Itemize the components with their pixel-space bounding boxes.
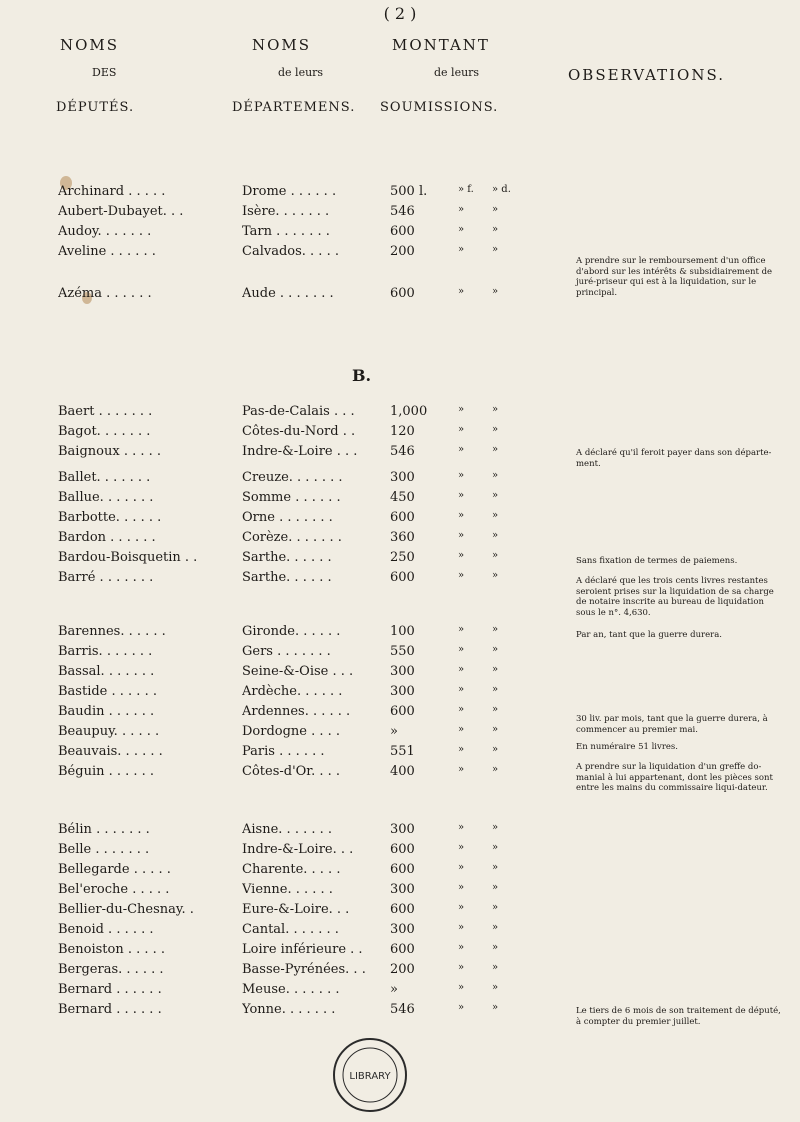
observation-note: En numéraire 51 livres. <box>576 742 678 752</box>
col2-header-main: DÉPARTEMENS. <box>232 100 356 115</box>
sous-value: » f. <box>458 184 474 195</box>
submission-amount: » <box>390 724 398 739</box>
department-name: Somme . . . . . . <box>242 490 341 505</box>
table-row <box>0 684 800 704</box>
sous-value: » <box>458 470 465 481</box>
department-name: Corèze. . . . . . . <box>242 530 342 545</box>
deputy-name: Aveline . . . . . . <box>58 244 156 259</box>
submission-amount: 600 <box>390 942 415 957</box>
submission-amount: 500 l. <box>390 184 428 199</box>
table-row <box>0 644 800 664</box>
department-name: Indre-&-Loire. . . <box>242 842 354 857</box>
sous-value: » <box>458 724 465 735</box>
sous-value: » <box>458 922 465 933</box>
department-name: Gers . . . . . . . <box>242 644 331 659</box>
table-row <box>0 922 800 942</box>
deputy-name: Barris. . . . . . . <box>58 644 153 659</box>
table-row <box>0 184 800 204</box>
sous-value: » <box>458 764 465 775</box>
deniers-value: » <box>492 704 499 715</box>
department-name: Aude . . . . . . . <box>242 286 334 301</box>
deniers-value: » <box>492 922 499 933</box>
sous-value: » <box>458 862 465 873</box>
deniers-value: » <box>492 962 499 973</box>
observation-note: 30 liv. par mois, tant que la guerre durera, à commencer au premier mai. <box>576 714 768 735</box>
department-name: Creuze. . . . . . . <box>242 470 343 485</box>
library-stamp <box>330 1035 410 1115</box>
deniers-value: » <box>492 902 499 913</box>
department-name: Orne . . . . . . . <box>242 510 333 525</box>
department-name: Tarn . . . . . . . <box>242 224 330 239</box>
col1-header-title: NOMS <box>60 36 120 54</box>
observation-note: Par an, tant que la guerre durera. <box>576 630 722 640</box>
deniers-value: » <box>492 470 499 481</box>
submission-amount: 450 <box>390 490 415 505</box>
col2-header-sub: de leurs <box>278 66 324 79</box>
submission-amount: 360 <box>390 530 415 545</box>
deniers-value: » <box>492 1002 499 1013</box>
col2-header-title: NOMS <box>252 36 312 54</box>
deniers-value: » <box>492 744 499 755</box>
deputy-name: Barré . . . . . . . <box>58 570 154 585</box>
deniers-value: » <box>492 664 499 675</box>
table-row <box>0 470 800 490</box>
sous-value: » <box>458 822 465 833</box>
deputy-name: Archinard . . . . . <box>58 184 166 199</box>
deniers-value: » <box>492 286 499 297</box>
department-name: Meuse. . . . . . . <box>242 982 340 997</box>
deputy-name: Bergeras. . . . . . <box>58 962 164 977</box>
deniers-value: » <box>492 224 499 235</box>
deputy-name: Ballue. . . . . . . <box>58 490 154 505</box>
sous-value: » <box>458 664 465 675</box>
sous-value: » <box>458 704 465 715</box>
submission-amount: 100 <box>390 624 415 639</box>
department-name: Charente. . . . . <box>242 862 341 877</box>
submission-amount: 546 <box>390 204 415 219</box>
submission-amount: 600 <box>390 224 415 239</box>
department-name: Seine-&-Oise . . . <box>242 664 354 679</box>
department-name: Basse-Pyrénées. . . <box>242 962 366 977</box>
observation-note: A déclaré qu'il feroit payer dans son départe-ment. <box>576 448 772 469</box>
deputy-name: Bellier-du-Chesnay. . <box>58 902 194 917</box>
section-letter: B. <box>352 366 372 385</box>
department-name: Isère. . . . . . . <box>242 204 330 219</box>
deputy-name: Bassal. . . . . . . <box>58 664 155 679</box>
table-row <box>0 862 800 882</box>
observation-note: Sans fixation de termes de paiemens. <box>576 556 738 566</box>
deniers-value: » <box>492 684 499 695</box>
department-name: Drome . . . . . . <box>242 184 337 199</box>
deputy-name: Bastide . . . . . . <box>58 684 157 699</box>
col3-header-title: MONTANT <box>392 36 490 54</box>
department-name: Cantal. . . . . . . <box>242 922 339 937</box>
department-name: Indre-&-Loire . . . <box>242 444 358 459</box>
deputy-name: Beaupuy. . . . . . <box>58 724 160 739</box>
department-name: Paris . . . . . . <box>242 744 325 759</box>
deputy-name: Bélin . . . . . . . <box>58 822 150 837</box>
submission-amount: 300 <box>390 664 415 679</box>
deniers-value: » <box>492 510 499 521</box>
deputy-name: Bernard . . . . . . <box>58 1002 162 1017</box>
stamp-label: LIBRARY <box>349 1071 391 1082</box>
sous-value: » <box>458 224 465 235</box>
sous-value: » <box>458 624 465 635</box>
sous-value: » <box>458 204 465 215</box>
deputy-name: Azéma . . . . . . <box>58 286 152 301</box>
department-name: Sarthe. . . . . . <box>242 550 332 565</box>
deniers-value: » <box>492 982 499 993</box>
deputy-name: Audoy. . . . . . . <box>58 224 152 239</box>
deputy-name: Benoid . . . . . . <box>58 922 154 937</box>
col1-header-main: DÉPUTÉS. <box>56 100 135 115</box>
deniers-value: » <box>492 404 499 415</box>
submission-amount: 600 <box>390 842 415 857</box>
sous-value: » <box>458 444 465 455</box>
deputy-name: Benoiston . . . . . <box>58 942 166 957</box>
table-row <box>0 842 800 862</box>
department-name: Eure-&-Loire. . . <box>242 902 350 917</box>
deputy-name: Bardon . . . . . . <box>58 530 156 545</box>
deniers-value: » <box>492 882 499 893</box>
submission-amount: 120 <box>390 424 415 439</box>
sous-value: » <box>458 982 465 993</box>
observation-note: A prendre sur le remboursement d'un office d'abord sur les intérêts & subsidiairement de juré-priseur qui est à la liquidation, sur le principal. <box>576 256 773 298</box>
deniers-value: » <box>492 764 499 775</box>
deputy-name: Bel'eroche . . . . . <box>58 882 170 897</box>
sous-value: » <box>458 570 465 581</box>
col1-header-sub: DES <box>92 66 117 79</box>
deputy-name: Beauvais. . . . . . <box>58 744 163 759</box>
sous-value: » <box>458 962 465 973</box>
submission-amount: 600 <box>390 704 415 719</box>
department-name: Loire inférieure . . <box>242 942 363 957</box>
table-row <box>0 424 800 444</box>
department-name: Vienne. . . . . . <box>242 882 333 897</box>
deputy-name: Baert . . . . . . . <box>58 404 153 419</box>
col3-header-main: SOUMISSIONS. <box>380 100 499 115</box>
department-name: Yonne. . . . . . . <box>242 1002 336 1017</box>
table-row <box>0 224 800 244</box>
department-name: Côtes-d'Or. . . . <box>242 764 341 779</box>
submission-amount: 300 <box>390 822 415 837</box>
department-name: Pas-de-Calais . . . <box>242 404 355 419</box>
table-row <box>0 510 800 530</box>
sous-value: » <box>458 902 465 913</box>
deputy-name: Bardou-Boisquetin . . <box>58 550 198 565</box>
deniers-value: » <box>492 842 499 853</box>
deputy-name: Aubert-Dubayet. . . <box>58 204 184 219</box>
submission-amount: 300 <box>390 882 415 897</box>
sous-value: » <box>458 1002 465 1013</box>
deniers-value: » <box>492 244 499 255</box>
deniers-value: » <box>492 444 499 455</box>
deniers-value: » <box>492 624 499 635</box>
deniers-value: » <box>492 644 499 655</box>
submission-amount: 600 <box>390 862 415 877</box>
table-row <box>0 204 800 224</box>
submission-amount: 550 <box>390 644 415 659</box>
sous-value: » <box>458 404 465 415</box>
observation-note: A déclaré que les trois cents livres restantes seroient prises sur la liquidation de sa charge de notaire inscrite au bureau de liquidation sous le n°. 4,630. <box>576 576 774 618</box>
table-row <box>0 882 800 902</box>
deniers-value: » <box>492 550 499 561</box>
table-row <box>0 942 800 962</box>
deputy-name: Barbotte. . . . . . <box>58 510 162 525</box>
observation-note: A prendre sur la liquidation d'un greffe do-manial à lui appartenant, dont les pièces sont entre les mains du commissaire liqui-dateur. <box>576 762 773 793</box>
submission-amount: 200 <box>390 244 415 259</box>
submission-amount: » <box>390 982 398 997</box>
sous-value: » <box>458 530 465 541</box>
deputy-name: Belle . . . . . . . <box>58 842 150 857</box>
submission-amount: 400 <box>390 764 415 779</box>
sous-value: » <box>458 744 465 755</box>
sous-value: » <box>458 510 465 521</box>
sous-value: » <box>458 882 465 893</box>
table-row <box>0 530 800 550</box>
department-name: Ardèche. . . . . . <box>242 684 343 699</box>
deputy-name: Béguin . . . . . . <box>58 764 155 779</box>
deniers-value: » <box>492 942 499 953</box>
department-name: Gironde. . . . . . <box>242 624 341 639</box>
submission-amount: 600 <box>390 510 415 525</box>
observation-note: Le tiers de 6 mois de son traitement de député, à compter du premier juillet. <box>576 1006 781 1027</box>
department-name: Aisne. . . . . . . <box>242 822 333 837</box>
submission-amount: 546 <box>390 1002 415 1017</box>
deniers-value: » <box>492 570 499 581</box>
submission-amount: 250 <box>390 550 415 565</box>
sous-value: » <box>458 684 465 695</box>
deputy-name: Bernard . . . . . . <box>58 982 162 997</box>
department-name: Côtes-du-Nord . . <box>242 424 356 439</box>
table-row <box>0 982 800 1002</box>
submission-amount: 551 <box>390 744 415 759</box>
table-row <box>0 664 800 684</box>
submission-amount: 1,000 <box>390 404 428 419</box>
deputy-name: Bagot. . . . . . . <box>58 424 151 439</box>
deniers-value: » <box>492 204 499 215</box>
department-name: Ardennes. . . . . . <box>242 704 351 719</box>
sous-value: » <box>458 842 465 853</box>
deniers-value: » d. <box>492 184 511 195</box>
deniers-value: » <box>492 862 499 873</box>
sous-value: » <box>458 286 465 297</box>
department-name: Dordogne . . . . <box>242 724 341 739</box>
sous-value: » <box>458 424 465 435</box>
deputy-name: Baignoux . . . . . <box>58 444 162 459</box>
submission-amount: 300 <box>390 922 415 937</box>
deputy-name: Barennes. . . . . . <box>58 624 166 639</box>
sous-value: » <box>458 244 465 255</box>
department-name: Calvados. . . . . <box>242 244 339 259</box>
deputy-name: Baudin . . . . . . <box>58 704 155 719</box>
sous-value: » <box>458 490 465 501</box>
table-row <box>0 822 800 842</box>
deniers-value: » <box>492 530 499 541</box>
deniers-value: » <box>492 424 499 435</box>
submission-amount: 300 <box>390 470 415 485</box>
table-row <box>0 404 800 424</box>
deputy-name: Ballet. . . . . . . <box>58 470 151 485</box>
submission-amount: 600 <box>390 570 415 585</box>
observations-header: OBSERVATIONS. <box>568 66 725 84</box>
submission-amount: 546 <box>390 444 415 459</box>
col3-header-sub: de leurs <box>434 66 480 79</box>
deputy-name: Bellegarde . . . . . <box>58 862 171 877</box>
sous-value: » <box>458 942 465 953</box>
table-row <box>0 490 800 510</box>
sous-value: » <box>458 644 465 655</box>
deniers-value: » <box>492 822 499 833</box>
table-row <box>0 962 800 982</box>
submission-amount: 600 <box>390 286 415 301</box>
page-number: ( 2 ) <box>383 4 417 23</box>
deniers-value: » <box>492 724 499 735</box>
sous-value: » <box>458 550 465 561</box>
department-name: Sarthe. . . . . . <box>242 570 332 585</box>
deniers-value: » <box>492 490 499 501</box>
submission-amount: 600 <box>390 902 415 917</box>
table-row <box>0 902 800 922</box>
submission-amount: 200 <box>390 962 415 977</box>
submission-amount: 300 <box>390 684 415 699</box>
